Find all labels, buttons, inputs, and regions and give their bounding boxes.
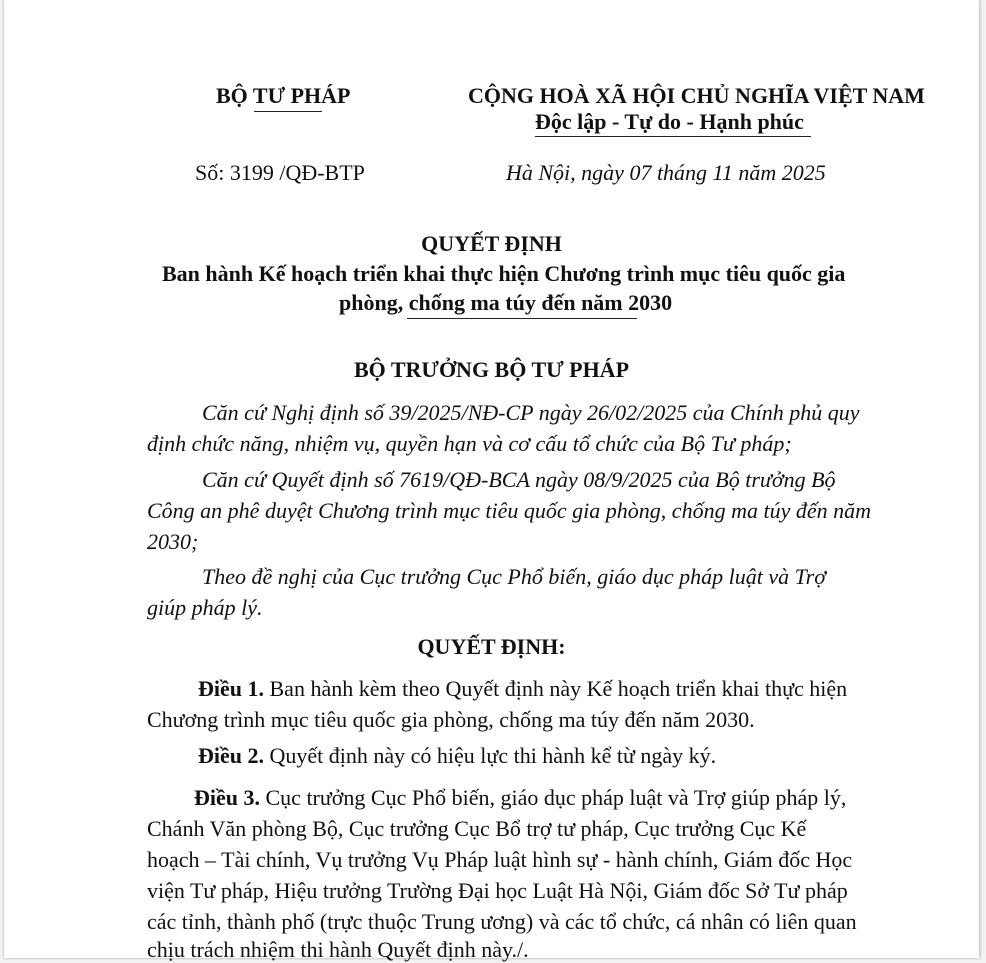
article-3-line-5: các tỉnh, thành phố (trực thuộc Trung ương) và các tổ chức, cá nhân có liên quan [147, 909, 857, 934]
decision-heading: QUYẾT ĐỊNH: [417, 634, 566, 659]
article-1-label: Điều 1. [198, 676, 264, 701]
article-2-line-1 [198, 743, 716, 769]
preamble-2-line-3: 2030; [147, 529, 199, 554]
preamble-1-line-2: định chức năng, nhiệm vụ, quyền hạn và cơ cấu tổ chức của Bộ Tư pháp; [147, 431, 792, 456]
article-2-label: Điều 2. [198, 743, 264, 768]
document-type-heading: QUYẾT ĐỊNH [421, 231, 562, 256]
preamble-2-line-2: Công an phê duyệt Chương trình mục tiêu quốc gia phòng, chống ma túy đến năm [147, 498, 871, 523]
subject-underline [407, 318, 637, 319]
document-subject-line-2: phòng, chống ma túy đến năm 2030 [339, 290, 673, 315]
preamble-3-line-1: Theo đề nghị của Cục trưởng Cục Phổ biến, giáo dục pháp luật và Trợ [202, 564, 826, 589]
motto-underline [535, 136, 811, 137]
preamble-3-line-2: giúp pháp lý. [147, 595, 263, 620]
article-1-line-2: Chương trình mục tiêu quốc gia phòng, chống ma túy đến năm 2030. [147, 707, 755, 732]
agency-underline [254, 111, 322, 112]
authority-heading: BỘ TRƯỞNG BỘ TƯ PHÁP [353, 357, 630, 382]
article-3-line-1 [194, 785, 846, 811]
article-3-line-2: Chánh Văn phòng Bộ, Cục trưởng Cục Bổ trợ tư pháp, Cục trưởng Cục Kế [147, 816, 807, 841]
article-3-line-6: chịu trách nhiệm thi hành Quyết định này./. [147, 937, 529, 962]
article-2-text: Quyết định này có hiệu lực thi hành kể từ ngày ký. [264, 743, 717, 768]
preamble-1-line-1: Căn cứ Nghị định số 39/2025/NĐ-CP ngày 26/02/2025 của Chính phủ quy [202, 400, 860, 425]
article-3-text: Cục trưởng Cục Phổ biến, giáo dục pháp luật và Trợ giúp pháp lý, [260, 785, 847, 810]
document-subject-line-1: Ban hành Kế hoạch triển khai thực hiện Chương trình mục tiêu quốc gia [162, 261, 846, 286]
article-1-text: Ban hành kèm theo Quyết định này Kế hoạch triển khai thực hiện [264, 676, 848, 701]
article-1-line-1 [198, 676, 847, 702]
country-name: CỘNG HOÀ XÃ HỘI CHỦ NGHĨA VIỆT NAM [468, 83, 925, 108]
national-motto: Độc lập - Tự do - Hạnh phúc [535, 109, 804, 134]
preamble-2-line-1: Căn cứ Quyết định số 7619/QĐ-BCA ngày 08/9/2025 của Bộ trưởng Bộ [202, 467, 836, 492]
article-3-line-4: viện Tư pháp, Hiệu trưởng Trường Đại học Luật Hà Nội, Giám đốc Sở Tư pháp [147, 878, 848, 903]
issuing-agency: BỘ TƯ PHÁP [216, 83, 351, 108]
article-3-label: Điều 3. [194, 785, 260, 810]
place-and-date: Hà Nội, ngày 07 tháng 11 năm 2025 [506, 160, 826, 185]
article-3-line-3: hoạch – Tài chính, Vụ trưởng Vụ Pháp luật hình sự - hành chính, Giám đốc Học [147, 847, 853, 872]
document-number: Số: 3199 /QĐ-BTP [195, 160, 365, 185]
document-page [4, 0, 979, 962]
